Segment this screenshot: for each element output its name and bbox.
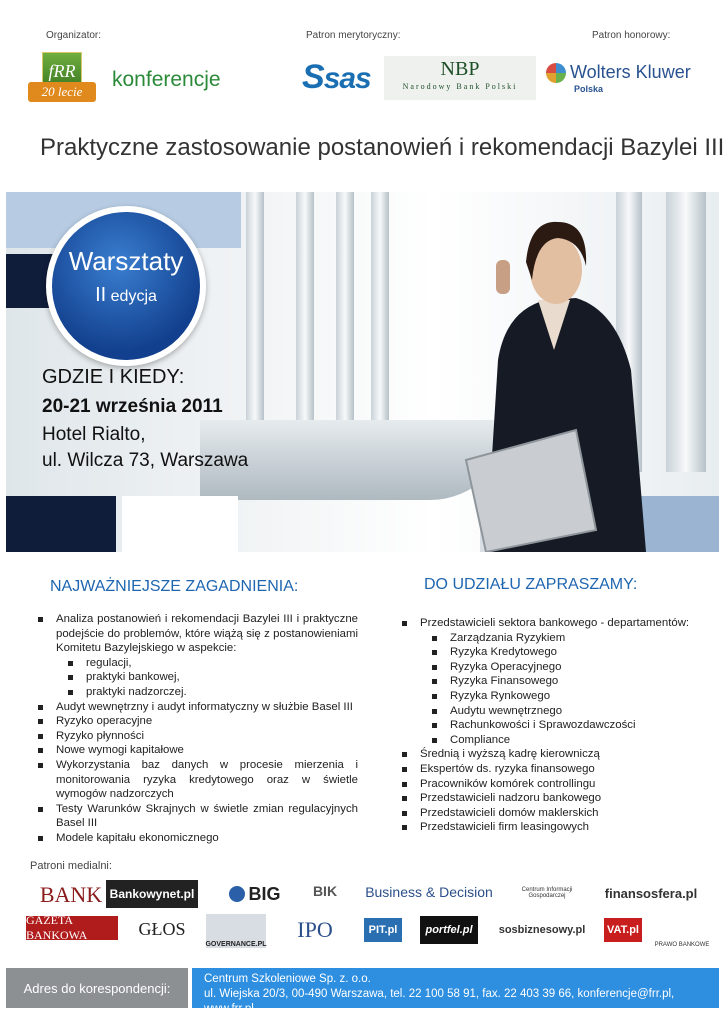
- correspondence-address: [192, 968, 719, 1015]
- list-item: Ryzyko operacyjne: [36, 714, 358, 729]
- sosbiznesowy-logo: sosbiznesowy.pl: [498, 924, 586, 936]
- wolters-kluwer-sub: Polska: [574, 84, 604, 94]
- big-logo: [226, 880, 284, 908]
- finansosfera-logo: finansosfera.pl: [604, 885, 698, 901]
- list-subitem: Ryzyka Finansowego: [400, 674, 710, 689]
- edycja-number: II: [95, 284, 107, 306]
- page-title: Praktyczne zastosowanie postanowień i rekomendacji Bazylei III: [40, 134, 725, 161]
- list-subitem: Audytu wewnętrznego: [400, 704, 710, 719]
- list-subitem: regulacji,: [36, 656, 358, 671]
- gazeta-bankowa-logo: GAZETA BANKOWA: [26, 916, 118, 940]
- event-venue: Hotel Rialto,: [42, 424, 146, 445]
- warsztaty-title: Warsztaty: [68, 246, 184, 276]
- list-subitem: Rachunkowości i Sprawozdawczości: [400, 718, 710, 733]
- list-subitem: Ryzyka Operacyjnego: [400, 660, 710, 675]
- audience-heading: DO UDZIAŁU ZAPRASZAMY:: [424, 576, 638, 593]
- warsztaty-badge: [46, 206, 206, 366]
- patron-merit-label: Patron merytoryczny:: [306, 30, 401, 41]
- list-item: Ryzyko płynności: [36, 729, 358, 744]
- edycja-label: [52, 284, 200, 307]
- bank-logo: BANK: [39, 882, 103, 907]
- audience-list: [400, 616, 710, 835]
- list-subitem: Compliance: [400, 733, 710, 748]
- event-date: 20-21 września 2011: [42, 396, 223, 417]
- edycja-text: edycja: [106, 288, 157, 305]
- list-subitem: praktyki nadzorczej.: [36, 685, 358, 700]
- wolters-kluwer-logo: [546, 62, 691, 83]
- governance-logo: GOVERNANCE.PL: [206, 914, 266, 948]
- portfel-logo: portfel.pl: [420, 916, 478, 944]
- list-subitem: Zarządzania Ryzykiem: [400, 631, 710, 646]
- sas-logo: Ssas: [302, 58, 371, 96]
- frr-logo-mark: fRR: [42, 52, 82, 90]
- patron-honor-label: Patron honorowy:: [592, 30, 671, 41]
- list-item: Przedstawicieli firm leasingowych: [400, 820, 710, 835]
- footer-contact: ul. Wiejska 20/3, 00-490 Warszawa, tel. 22 100 58 91, fax. 22 403 39 66, konferencje@frr.pl, www.frr.pl: [204, 988, 675, 1015]
- prawo-bankowe-logo: PRAWO BANKOWE: [654, 942, 710, 948]
- ipo-logo: IPO: [297, 917, 333, 942]
- media-patrons-label: Patroni medialni:: [30, 860, 112, 872]
- list-subitem: Ryzyka Rynkowego: [400, 689, 710, 704]
- event-address: ul. Wilcza 73, Warszawa: [42, 450, 249, 471]
- topics-list: [36, 612, 358, 846]
- frr-years-ribbon: 20 lecie: [28, 82, 96, 102]
- bik-logo: BIK: [312, 883, 338, 899]
- nbp-logo-subtext: Narodowy Bank Polski: [402, 82, 518, 91]
- sas-text: sas: [323, 62, 371, 95]
- vat-logo: VAT.pl: [604, 918, 642, 942]
- list-subitem: praktyki bankowej,: [36, 670, 358, 685]
- organizer-label: Organizator:: [46, 30, 102, 41]
- nbp-logo: [384, 56, 536, 100]
- list-item: Testy Warunków Skrajnych w świetle zmian regulacyjnych Basel III: [36, 802, 358, 831]
- cig-logo: Centrum Informacji Gospodarczej: [521, 887, 573, 899]
- topics-heading: NAJWAŻNIEJSZE ZAGADNIENIA:: [50, 578, 299, 595]
- list-item: Wykorzystania baz danych w procesie mierzenia i monitorowania ryzyka kredytowego oraz w świetle wymogów nadzorczych: [36, 758, 358, 802]
- businesswoman-image: [446, 200, 666, 552]
- wolters-kluwer-text: Wolters Kluwer: [570, 62, 691, 82]
- business-decision-logo: Business & Decision: [365, 884, 493, 900]
- pit-logo: PIT.pl: [364, 918, 402, 942]
- list-item: Pracowników komórek controllingu: [400, 777, 710, 792]
- list-item: Przedstawicieli domów maklerskich: [400, 806, 710, 821]
- decor-block: [6, 496, 116, 552]
- correspondence-label: Adres do korespondencji:: [6, 968, 188, 1008]
- footer-company: Centrum Szkoleniowe Sp. z. o.o.: [204, 973, 371, 985]
- list-item: Średnią i wyższą kadrę kierowniczą: [400, 747, 710, 762]
- glos-logo: GŁOS: [138, 918, 186, 939]
- list-subitem: Ryzyka Kredytowego: [400, 645, 710, 660]
- konferencje-label: konferencje: [112, 68, 221, 91]
- list-item: Przedstawicieli sektora bankowego - departamentów:: [400, 616, 710, 631]
- list-item: Modele kapitału ekonomicznego: [36, 831, 358, 846]
- bankowynet-logo: Bankowynet.pl: [106, 880, 198, 908]
- list-item: Przedstawicieli nadzoru bankowego: [400, 791, 710, 806]
- list-item: Audyt wewnętrzny i audyt informatyczny w służbie Basel III: [36, 700, 358, 715]
- wolters-kluwer-icon: [546, 63, 566, 83]
- decor-block: [122, 496, 238, 552]
- list-item: Ekspertów ds. ryzyka finansowego: [400, 762, 710, 777]
- list-item: Nowe wymogi kapitałowe: [36, 743, 358, 758]
- frr-logo: [28, 52, 96, 106]
- list-item: Analiza postanowień i rekomendacji Bazylei III i praktyczne podejście do problemów, które wiążą się z postanowieniami Komitetu Bazylejskiego w aspekcie:: [36, 612, 358, 656]
- big-logo-text: BIG: [248, 883, 281, 904]
- nbp-logo-text: NBP: [440, 58, 480, 80]
- where-when-heading: GDZIE I KIEDY:: [42, 366, 185, 388]
